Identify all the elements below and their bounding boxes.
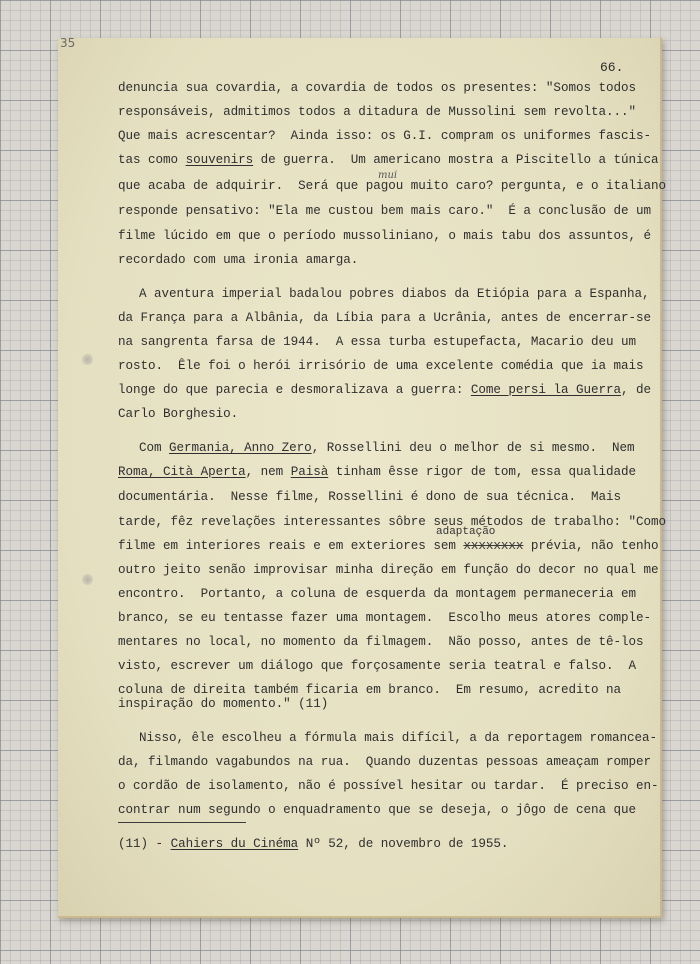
text-line: inspiração do momento." (11)	[118, 697, 329, 711]
text-line: da França para a Albânia, da Líbia para a Ucrânia, antes de encerrar-se	[118, 311, 652, 325]
text-line: branco, se eu tentasse fazer uma montagem. Escolho meus atores comple-	[118, 611, 652, 625]
film-title: Paisà	[290, 465, 329, 479]
footnote: (11) - Cahiers du Cinéma Nº 52, de novembro de 1955.	[118, 837, 509, 851]
text-line: contrar num segundo o enquadramento que se deseja, o jôgo de cena que	[118, 803, 637, 817]
struck-out-word: xxxxxxxx	[463, 539, 524, 553]
text-line: Que mais acrescentar? Ainda isso: os G.I. compram os uniformes fascis-	[118, 129, 652, 143]
text-line: Nisso, êle escolheu a fórmula mais difícil, a da reportagem romancea-	[139, 731, 658, 745]
underlined-term: souvenirs	[185, 153, 254, 167]
text-line: da, filmando vagabundos na rua. Quando duzentas pessoas ameaçam romper	[118, 755, 652, 769]
text-line: outro jeito senão improvisar minha direção em função do decor no qual me	[118, 563, 659, 577]
text-line: documentária. Nesse filme, Rossellini é dono de sua técnica. Mais	[118, 490, 622, 504]
text-line: filme em interiores reais e em exteriores sem xxxxxxxx prévia, não tenho	[118, 539, 659, 553]
text-line: na sangrenta farsa de 1944. A essa turba estupefacta, Macario deu um	[118, 335, 637, 349]
text-line: Com Germania, Anno Zero, Rossellini deu o melhor de si mesmo. Nem	[139, 441, 635, 455]
text-line: Roma, Cità Aperta, nem Paisà tinham êsse rigor de tom, essa qualidade	[118, 465, 637, 479]
text-line: recordado com uma ironia amarga.	[118, 253, 359, 267]
footnote-source: Cahiers du Cinéma	[170, 837, 299, 851]
text-line: mentares no local, no momento da filmagem. Não posso, antes de tê-los	[118, 635, 644, 649]
text-line: tas como souvenirs de guerra. Um americano mostra a Piscitello a túnica	[118, 153, 659, 167]
text-line: denuncia sua covardia, a covardia de todos os presentes: "Somos todos	[118, 81, 637, 95]
pencil-page-number: 35	[60, 36, 76, 50]
text-line: longe do que parecia e desmoralizava a guerra: Come persi la Guerra, de	[118, 383, 652, 397]
superscript-insert: adaptação	[436, 526, 496, 538]
text-line: o cordão de isolamento, não é possível hesitar ou tardar. É preciso en-	[118, 779, 659, 793]
film-title: Come persi la Guerra	[470, 383, 622, 397]
text-line: tarde, fêz revelações interessantes sôbre seus métodos de trabalho: "Como	[118, 515, 667, 529]
punch-hole	[82, 574, 93, 585]
film-title: Roma, Cità Aperta	[118, 465, 246, 479]
film-title: Germania, Anno Zero	[169, 441, 312, 455]
text-line: responsáveis, admitimos todos a ditadura de Mussolini sem revolta..."	[118, 105, 637, 119]
text-line: A aventura imperial badalou pobres diabos da Etiópia para a Espanha,	[139, 287, 650, 301]
text-line: que acaba de adquirir. Será que pagou muito caro? pergunta, e o italiano	[118, 179, 667, 193]
text-line: filme lúcido em que o período mussoliniano, o mais tabu dos assuntos, é	[118, 229, 652, 243]
text-line: responde pensativo: "Ela me custou bem mais caro." É a conclusão de um	[118, 204, 652, 218]
footnote-rule	[118, 822, 246, 823]
punch-hole	[82, 354, 93, 365]
text-line: Carlo Borghesio.	[118, 407, 239, 421]
typed-page-number: 66.	[600, 60, 624, 75]
handwritten-insert: mui	[378, 170, 398, 181]
text-line: encontro. Portanto, a coluna de esquerda da montagem permaneceria em	[118, 587, 637, 601]
text-line: coluna de direita também ficaria em branco. Em resumo, acredito na	[118, 683, 622, 697]
text-line: rosto. Êle foi o herói irrisório de uma excelente comédia que ia mais	[118, 359, 644, 373]
text-line: visto, escrever um diálogo que forçosamente seria teatral e falso. A	[118, 659, 637, 673]
